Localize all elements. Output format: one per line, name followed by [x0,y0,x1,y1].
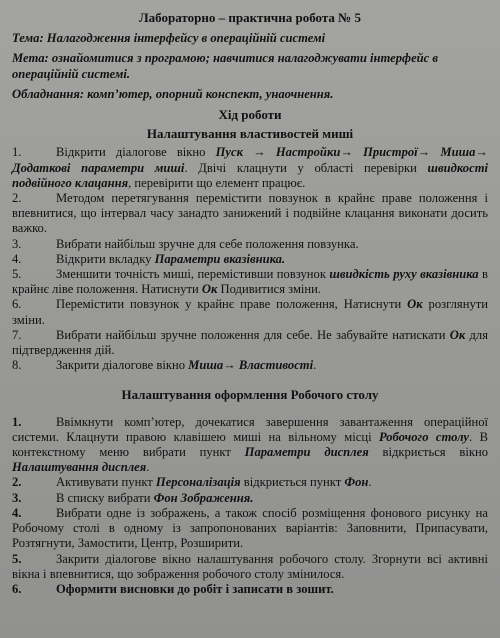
list-item: 3. В списку вибрати Фон Зображення. [12,490,254,505]
list-item: 1. Відкрити діалогове вікно Пуск → Настройки→ Пристрої→ Миша→ Додаткові параметри миші. Двічі клацнути у області перевірки швидкості подвійного клацання, перевірити що елемент працює. [12,145,488,190]
list-item: 3. Вибрати найбільш зручне для себе положення повзунка. [12,236,359,251]
list-item: 7. Вибрати найбільш зручне положення для себе. Не забувайте натискати Ок для підтвердження дій. [12,327,488,358]
list-item: 2. Методом перетягування перемістити повзунок в крайнє праве положення і впевнитися, що інтервал часу занадто занижений і подвійне клацання виконати досить важко. [12,191,488,236]
list-item: 4. Відкрити вкладку Параметри вказівника. [12,251,286,266]
document-title: Лабораторно – практична робота № 5 [139,10,361,25]
section2-heading: Налаштування оформлення Робочого столу [121,387,379,403]
list-item: 2. Активувати пункт Персоналізація відкриється пункт Фон. [12,475,372,490]
list-item: 4. Вибрати одне із зображень, а також спосіб розміщення фонового рисунку на Робочому столі в одному із запропонованих варіантів: Заповнити, Припасувати, Розтягнути, Замостити, Центр, Розширити. [12,505,488,551]
list-item: 6. Оформити висновки до робіт і записати в зошит. [12,581,334,596]
progress-heading: Хід роботи [218,107,282,123]
section1-heading: Налаштування властивостей миші [146,126,354,142]
equipment-line: Обладнання: комп’ютер, опорний конспект, унаочнення. [12,86,334,101]
goal-line: Мета: ознайомитися з програмою; навчитися налагоджувати інтерфейс в операційній системі. [12,51,439,81]
list-item: 1. Ввімкнути комп’ютер, дочекатися завершення завантаження операційної системи. Клацнути правою клавішею миші на вільному місці Робочого столу. В контекстному меню вибрати пункт Параметри дисплея відкриється вікно Налаштування дисплея. [12,414,488,475]
topic-line: Тема: Налагодження інтерфейсу в операційній системі [12,31,326,46]
list-item: 6. Перемістити повзунок у крайнє праве положення, Натиснути Ок розглянути зміни. [12,297,488,327]
section2-list [12,415,488,597]
list-item: 8. Закрити діалогове вікно Миша→ Властивості. [12,358,317,373]
section1-list [12,145,488,373]
list-item: 5. Зменшити точність миші, перемістивши повзунок швидкість руху вказівника в крайнє ліве положення. Натиснути Ок Подивитися зміни. [12,267,488,297]
list-item: 5. Закрити діалогове вікно налаштування робочого столу. Згорнути всі активні вікна і впевнитися, що зображення робочого столу змінилося. [12,551,488,581]
